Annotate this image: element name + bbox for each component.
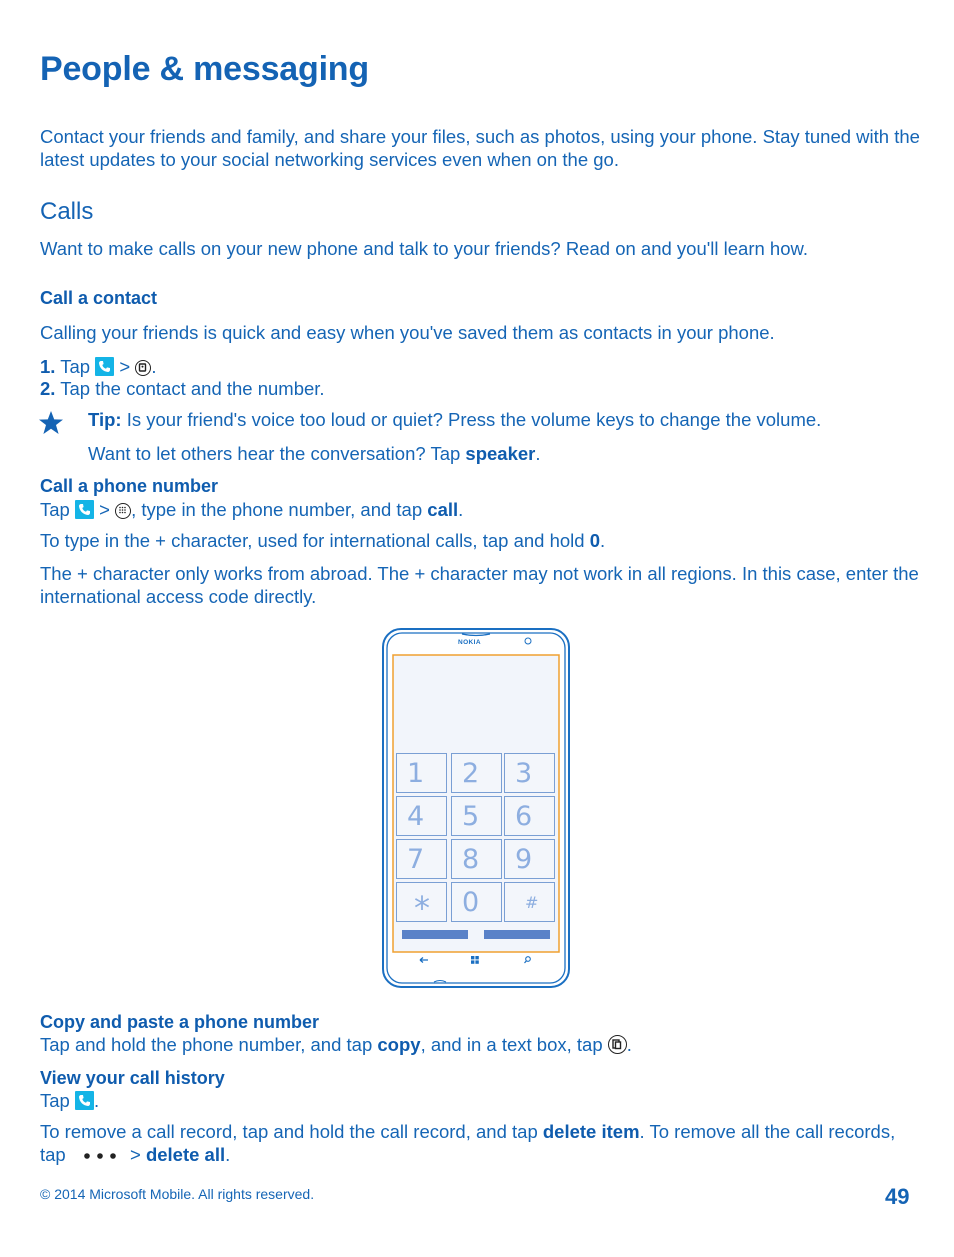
step-1-end: . — [151, 356, 157, 377]
history-remove-all-text: . To remove all the call records, tap — [40, 1121, 896, 1165]
page-title: People & messaging — [40, 50, 369, 88]
step-2 — [40, 378, 325, 401]
plus-char-bold: 0 — [589, 530, 600, 551]
keypad-key: 6 — [504, 796, 555, 836]
heading-copy-paste: Copy and paste a phone number — [40, 1012, 320, 1032]
page-number: 49 — [885, 1184, 910, 1209]
keypad-key: 0 — [451, 882, 502, 922]
keypad-key: 8 — [451, 839, 502, 879]
delete-item-bold: delete item — [542, 1121, 640, 1142]
step-1 — [40, 356, 156, 379]
keypad-key: 9 — [504, 839, 555, 879]
plus-char-end: . — [600, 530, 606, 551]
phone-tile-icon — [75, 1091, 94, 1110]
heading-call-number: Call a phone number — [40, 476, 219, 496]
history-separator: > — [130, 1143, 141, 1165]
call-number-bold: call — [427, 499, 459, 520]
history-line-2 — [40, 1121, 920, 1166]
call-number-text: , type in the phone number, and tap — [131, 499, 423, 520]
keypad-key: # — [504, 882, 555, 922]
history-line-1-end: . — [93, 1090, 100, 1111]
call-number-end: . — [458, 499, 464, 520]
keypad-key: 3 — [504, 753, 555, 793]
step-2-number: 2. — [40, 378, 56, 399]
section-heading-calls: Calls — [40, 198, 94, 225]
step-2-text: Tap the contact and the number. — [60, 378, 325, 399]
plus-char-text: To type in the + character, used for international calls, tap and hold — [40, 530, 585, 551]
phone-tile-icon — [95, 357, 114, 376]
contacts-button-icon — [135, 360, 151, 376]
tip-speaker-bold: speaker — [465, 443, 536, 464]
tip-speaker-end: . — [535, 443, 541, 464]
call-contact-intro: Calling your friends is quick and easy when you've saved them as contacts in your phone. — [40, 322, 775, 343]
calls-intro: Want to make calls on your new phone and talk to your friends? Read on and you'll learn how. — [40, 238, 808, 259]
phone-tile-icon — [75, 500, 94, 519]
history-tap: Tap — [40, 1090, 70, 1111]
keypad-key: 1 — [396, 753, 447, 793]
step-1-number: 1. — [40, 356, 56, 377]
copy-paste-end: . — [626, 1034, 632, 1055]
step-1-separator: > — [119, 356, 131, 377]
phone-illustration — [382, 628, 570, 988]
copy-paste-text-b: , and in a text box, tap — [420, 1034, 603, 1055]
history-line-1 — [40, 1090, 99, 1113]
intro-paragraph: Contact your friends and family, and share your files, such as photos, using your phone. Stay tuned with the latest updates to your social networking services even when on the go. — [40, 126, 920, 170]
keypad-key: 4 — [396, 796, 447, 836]
tip-star-icon — [38, 410, 64, 435]
delete-all-bold: delete all — [145, 1143, 226, 1165]
history-line-2-end: . — [225, 1143, 231, 1165]
tip-text — [88, 409, 928, 432]
history-remove-text: To remove a call record, tap and hold the call record, and tap — [40, 1121, 538, 1142]
copy-paste-text — [40, 1034, 632, 1057]
keypad-key: 5 — [451, 796, 502, 836]
call-number-line-3: The + character only works from abroad. The + character may not work in all regions. In this case, enter the international access code directly. — [40, 563, 919, 607]
call-number-tap: Tap — [40, 499, 70, 520]
phone-brand-logo: NOKIA — [458, 639, 481, 646]
keypad-key: * — [396, 882, 447, 922]
heading-call-contact: Call a contact — [40, 288, 158, 308]
keypad-key: 7 — [396, 839, 447, 879]
tip-body: Is your friend's voice too loud or quiet? Press the volume keys to change the volume. — [126, 409, 822, 430]
copy-paste-text-a: Tap and hold the phone number, and tap — [40, 1034, 373, 1055]
paste-button-icon — [608, 1035, 627, 1054]
call-number-line-2 — [40, 530, 605, 553]
heading-call-history: View your call history — [40, 1068, 225, 1088]
tip-speaker-text: Want to let others hear the conversation? Tap — [88, 443, 461, 464]
keypad-button-icon — [115, 503, 131, 519]
more-dots-icon — [83, 1152, 117, 1160]
call-number-separator: > — [99, 499, 110, 520]
copy-bold: copy — [377, 1034, 421, 1055]
step-1-text: Tap — [60, 356, 91, 377]
tip-speaker — [88, 443, 541, 466]
tip-label: Tip: — [88, 409, 122, 430]
keypad-key: 2 — [451, 753, 502, 793]
call-number-line-1 — [40, 499, 463, 522]
copyright-footer: © 2014 Microsoft Mobile. All rights reserved. — [40, 1186, 315, 1202]
